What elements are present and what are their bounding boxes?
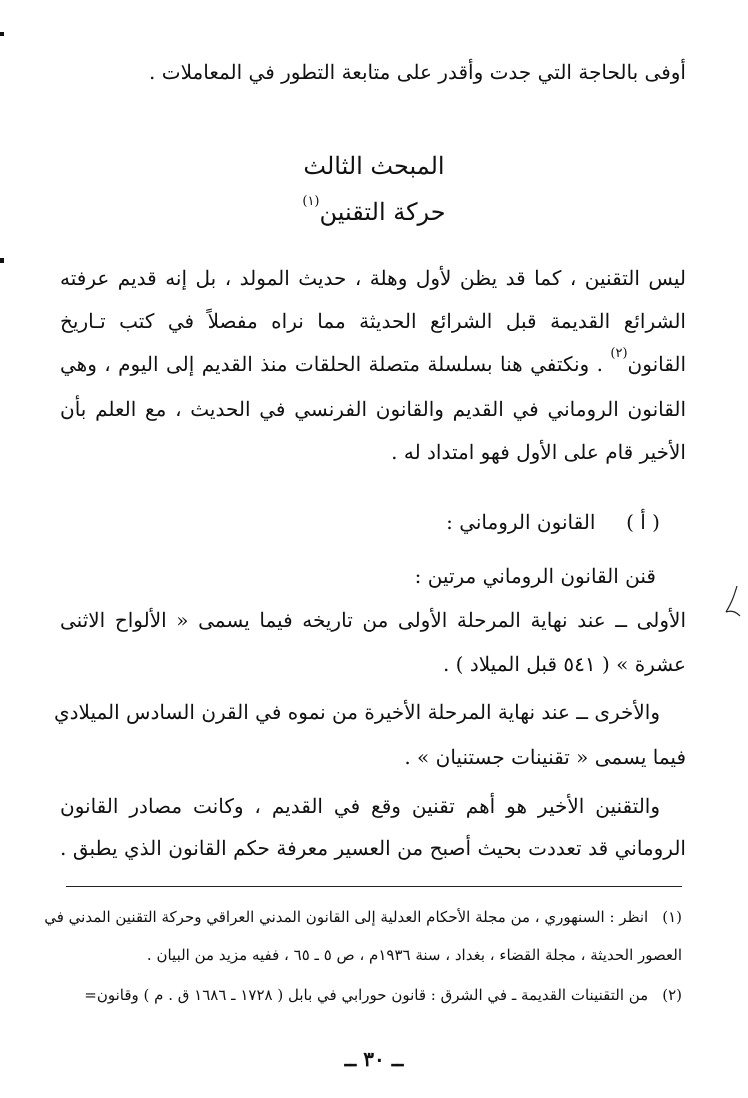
roman-line-6: والتقنين الأخير هو أهم تقنين وقع في القديم ، وكانت مصادر القانون xyxy=(60,794,660,818)
subsection-heading xyxy=(60,508,660,536)
page-number: ــ ٣٠ ــ xyxy=(344,1047,404,1071)
subsection-title: القانون الروماني : xyxy=(446,510,596,534)
section-title-text: حركة التقنين xyxy=(319,198,446,226)
footnote-ref-1: (١) xyxy=(302,194,320,209)
subsection-label: ( أ ) xyxy=(626,510,660,534)
roman-line-5: فيما يسمى « تقنينات جستنيان » . xyxy=(404,745,686,769)
roman-line-1: قنن القانون الروماني مرتين : xyxy=(414,564,656,588)
roman-line-7: الروماني قد تعددت بحيث أصبح من العسير معرفة حكم القانون الذي يطبق . xyxy=(60,836,686,860)
scan-mark-top xyxy=(0,32,4,36)
section-heading: المبحث الثالث xyxy=(303,152,445,180)
footnote-1-number: (١) xyxy=(662,908,682,926)
footnote-1-line-2: العصور الحديثة ، مجلة القضاء ، بغداد ، سنة ١٩٣٦م ، ص ٥ ـ ٦٥ ، ففيه مزيد من البيان . xyxy=(146,946,682,964)
scan-mark-middle xyxy=(0,258,4,263)
intro-line-3-end: . ونكتفي هنا بسلسلة متصلة الحلقات منذ القديم إلى اليوم ، وهي xyxy=(60,352,611,376)
footnote-2-number: (٢) xyxy=(662,986,682,1004)
intro-line-1: ليس التقنين ، كما قد يظن لأول وهلة ، حديث المولد ، بل إنه قديم عرفته xyxy=(60,266,686,290)
footnote-2-text-1: من التقنينات القديمة ـ في الشرق : قانون حورابي في بابل ( ١٧٢٨ ـ ١٦٨٦ ق . م ) وقانون= xyxy=(84,986,649,1004)
footnote-2-line-1 xyxy=(52,984,682,1006)
roman-line-2: الأولى ــ عند نهاية المرحلة الأولى من تاريخه فيما يسمى « الألواح الاثنى xyxy=(60,608,686,632)
intro-line-2: الشرائع القديمة قبل الشرائع الحديثة مما نراه مفصلاً في كتب تـاريخ xyxy=(60,309,686,333)
carryover-line: أوفى بالحاجة التي جدت وأقدر على متابعة التطور في المعاملات . xyxy=(149,60,686,84)
footnote-1-text-1: انظر : السنهوري ، من مجلة الأحكام العدلية إلى القانون المدني العراقي وحركة التقنين المدني في xyxy=(44,908,649,926)
intro-line-3-start: القانون xyxy=(627,352,686,376)
intro-line-4: القانون الروماني في القديم والقانون الفرنسي في الحديث ، مع العلم بأن xyxy=(60,397,686,421)
footnote-ref-2: (٢) xyxy=(610,346,628,362)
section-title xyxy=(0,196,748,228)
margin-bracket-mark xyxy=(724,584,742,618)
footnote-separator xyxy=(66,886,682,887)
intro-line-3 xyxy=(60,346,686,378)
intro-line-5: الأخير قام على الأول فهو امتداد له . xyxy=(391,440,686,464)
roman-line-4: والأخرى ــ عند نهاية المرحلة الأخيرة من نموه في القرن السادس الميلادي xyxy=(53,700,660,724)
roman-line-3: عشرة » ( ٥٤١ قبل الميلاد ) . xyxy=(442,652,686,676)
footnote-1-line-1 xyxy=(44,906,682,928)
